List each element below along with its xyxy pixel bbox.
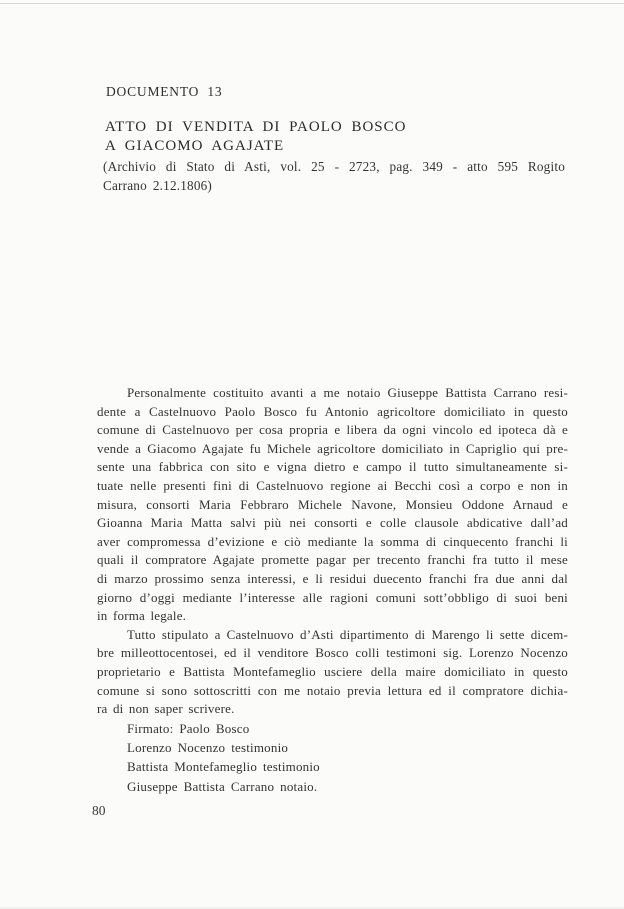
document-title-line2: A GIACOMO AGAJATE: [105, 138, 285, 154]
document-title-line1: ATTO DI VENDITA DI PAOLO BOSCO: [105, 119, 407, 135]
document-label: DOCUMENTO 13: [106, 84, 223, 99]
signature-line: Battista Montefameglio testimonio: [127, 759, 320, 775]
body-line: in forma legale.: [97, 608, 187, 624]
body-line: misura, consorti Maria Febbraro Michele Navone, Monsieu Oddone Arnaud e: [97, 496, 568, 512]
document-body: [97, 384, 568, 719]
body-line: proprietario e Battista Montefameglio usciere della maire domiciliato in questo: [97, 663, 568, 679]
signature-line: Lorenzo Nocenzo testimonio: [127, 740, 289, 756]
body-line: giorno d’oggi mediante l’interesse alle ragioni comuni sott’obbligo di suoi beni: [97, 589, 568, 605]
body-line: Gioanna Maria Matta salvi più nei consorti e colle clausole abdicative dall’ad: [97, 515, 568, 531]
signature-line: Giuseppe Battista Carrano notaio.: [127, 778, 318, 794]
archive-reference-line1: (Archivio di Stato di Asti, vol. 25 - 2723, pag. 349 - atto 595 Rogito: [103, 159, 565, 174]
body-line: bre milleottocentosei, ed il venditore Bosco colli testimoni sig. Lorenzo Nocenzo: [97, 645, 568, 661]
document-title: [105, 118, 406, 156]
body-line: tuate nelle presenti fini di Castelnuovo regione ai Becchi così a corpo e non in: [97, 477, 568, 493]
body-line: dente a Castelnuovo Paolo Bosco fu Antonio agricoltore domiciliato in questo: [97, 403, 568, 419]
body-line: comune si sono sottoscritti con me notaio previa lettura ed il compratore dichia-: [97, 682, 568, 698]
body-line: comune di Castelnuovo per cosa propria e libera da ogni vincolo ed ipoteca dà e: [97, 422, 568, 438]
signature-line: Firmato: Paolo Bosco: [127, 721, 250, 736]
body-line: aver compromessa d’evizione e ciò mediante la somma di cinquecento franchi li: [97, 533, 568, 549]
archive-reference-line2: Carrano 2.12.1806): [103, 178, 213, 193]
body-line: ra di non saper scrivere.: [97, 701, 235, 717]
scan-edge-line: [0, 3, 624, 4]
body-line: di marzo prossimo senza interessi, e li residui duecento franchi fra due anni dal: [97, 570, 568, 586]
body-line: vende a Giacomo Agajate fu Michele agricoltore domiciliato in Capriglio qui pre-: [97, 440, 568, 456]
body-line: quali il compratore Agajate promette pagar per trecento franchi fra tutto il mese: [97, 552, 568, 568]
body-line: Tutto stipulato a Castelnuovo d’Asti dipartimento di Marengo li sette dicem-: [127, 626, 568, 642]
page-number: 80: [92, 803, 106, 818]
signature-block: [127, 719, 320, 796]
archive-reference: [103, 157, 565, 195]
body-line: Personalmente costituito avanti a me notaio Giuseppe Battista Carrano resi-: [127, 385, 568, 400]
body-line: sente una fabbrica con sito e vigna dietro e campo il tutto simultaneamente si-: [97, 459, 568, 475]
